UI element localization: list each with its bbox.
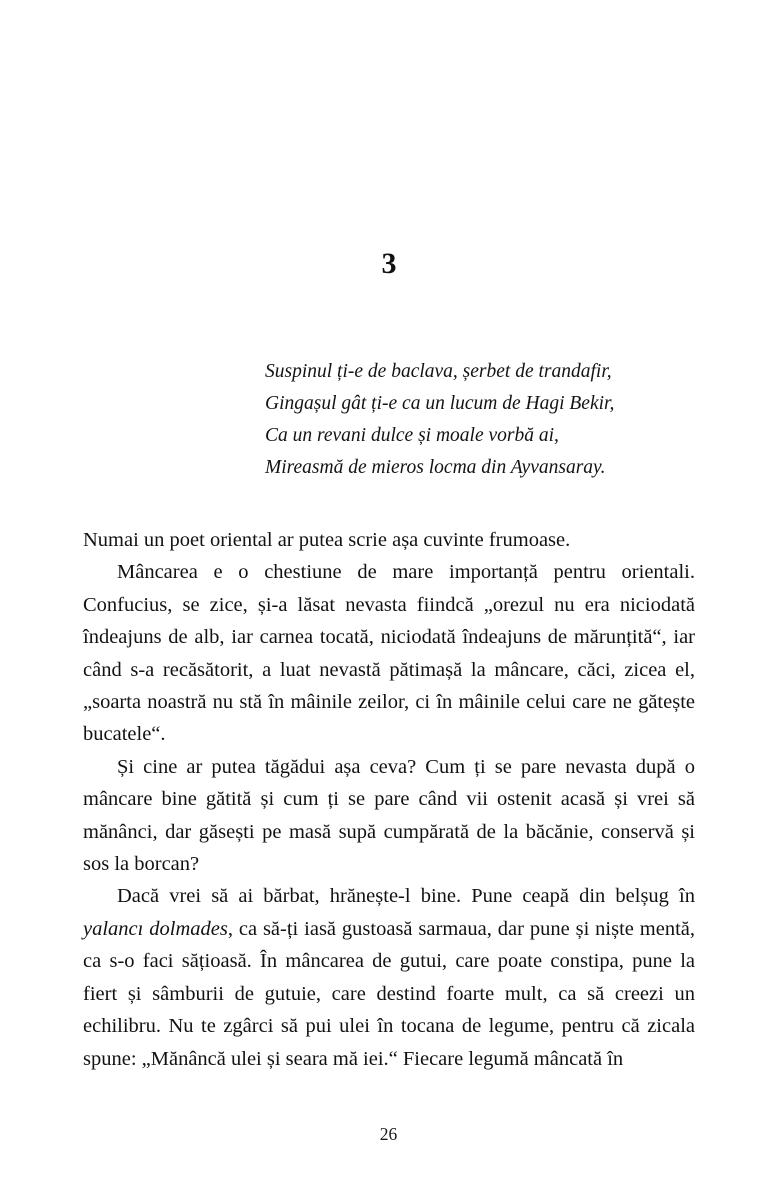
paragraph-segment: Dacă vrei să ai bărbat, hrănește-l bine. Pune ceapă din belșug în xyxy=(117,885,695,908)
paragraph-segment-italic: yalancı dolmades xyxy=(83,917,228,940)
paragraph: Mâncarea e o chestiune de mare importanță pentru orientali. Confucius, se zice, și-a lăsat nevasta fiindcă „orezul nu era niciodată îndeajuns de alb, iar carnea tocată, niciodată îndeajuns de mărunțită“, iar când s-a recăsătorit, a luat nevastă pătimașă la mâncare, căci, zicea el, „soarta noastră nu stă în mâinile zeilor, ci în mâinile celui care ne gătește bucatele“. xyxy=(83,561,695,746)
paragraph xyxy=(83,880,695,1074)
epigraph-line: Ca un revani dulce și moale vorbă ai, xyxy=(265,425,559,446)
paragraph-segment: , ca să-ți iasă gustoasă sarmaua, dar pune și niște mentă, ca s-o faci sățioasă. În mâncarea de gutui, care poate constipa, pune la fiert și sâmburii de gutuie, care destind foarte mult, ca să creezi un echilibru. Nu te zgârci să pui ulei în tocana de legume, pentru că zicala spune: „Mănâncă ulei și seara mă iei.“ Fiecare legumă mâncată în xyxy=(83,917,696,1070)
paragraph: Și cine ar putea tăgădui așa ceva? Cum ți se pare nevasta după o mâncare bine gătită și cum ți se pare când vii ostenit acasă și vrei să mănânci, dar găsești pe masă supă cumpărată de la băcănie, conservă și sos la borcan? xyxy=(83,755,695,876)
page-number: 26 xyxy=(379,1124,398,1144)
paragraph: Numai un poet oriental ar putea scrie așa cuvinte frumoase. xyxy=(83,529,571,551)
epigraph-line: Suspinul ți-e de baclava, șerbet de trandafir, xyxy=(265,361,612,382)
epigraph-line: Gingașul gât ți-e ca un lucum de Hagi Bekir, xyxy=(265,393,615,414)
body-text xyxy=(83,524,695,1075)
epigraph-line: Mireasmă de mieros locma din Ayvansaray. xyxy=(265,457,606,478)
chapter-number: 3 xyxy=(381,247,397,280)
epigraph xyxy=(265,356,695,484)
